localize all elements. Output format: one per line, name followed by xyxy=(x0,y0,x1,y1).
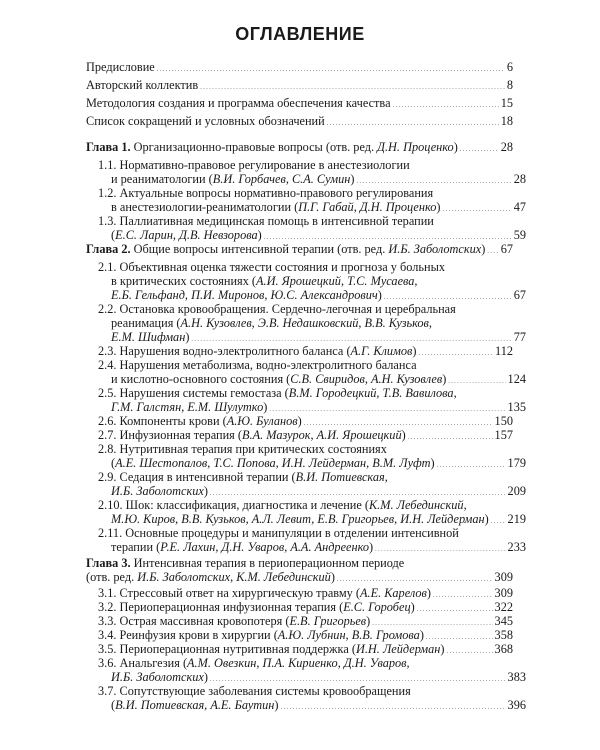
toc-section-2-8[interactable]: 2.8. Нутритивная терапия при критических состояниях (А.Е. Шестопалов, Т.С. Попова, И.Н. Лейдерман, В.М. Луфт) . . . 179 xyxy=(98,442,513,473)
toc-entry-preface[interactable]: Предисловие . . . 6 xyxy=(86,60,513,77)
page-number: 368 xyxy=(494,642,513,656)
toc-chapter-3[interactable]: Глава 3. Интенсивная терапия в периоперационном периоде (отв. ред. И.Б. Заболотских, К.М. Лебединский) . . . 309 xyxy=(86,556,513,587)
page-number: 6 xyxy=(506,60,513,74)
page-number: 309 xyxy=(494,586,513,600)
page-number: 112 xyxy=(495,344,513,358)
toc-section-2-3[interactable]: 2.3. Нарушения водно-электролитного баланса (А.Г. Климов) . . . 112 xyxy=(98,344,513,361)
toc-section-2-9[interactable]: 2.9. Седация в интенсивной терапии (В.И. Потиевская, И.Б. Заболотских) . . . 209 xyxy=(98,470,513,501)
toc-section-3-7[interactable]: 3.7. Сопутствующие заболевания системы кровообращения (В.И. Потиевская, А.Е. Баутин) . . . 396 xyxy=(98,684,513,715)
toc-entry-authors[interactable]: Авторский коллектив . . . 8 xyxy=(86,78,513,95)
toc-section-3-1[interactable]: 3.1. Стрессовый ответ на хирургическую травму (А.Е. Карелов) . . . 309 xyxy=(98,586,513,603)
toc-section-2-2[interactable]: 2.2. Остановка кровообращения. Сердечно-легочная и церебральная реанимация (А.Н. Кузовлев, Э.В. Недашковский, В.В. Кузьков, Е.М. Шифман) . . . 77 xyxy=(98,302,513,347)
toc-chapter-2[interactable]: Глава 2. Общие вопросы интенсивной терапии (отв. ред. И.Б. Заболотских) . . . 67 xyxy=(86,242,513,259)
toc-section-2-4[interactable]: 2.4. Нарушения метаболизма, водно-электролитного баланса и кислотно-основного состояния (С.В. Свиридов, А.Н. Кузовлев) . . . 124 xyxy=(98,358,513,389)
page-number: 383 xyxy=(507,670,526,684)
page-number: 179 xyxy=(507,456,526,470)
toc-section-2-11[interactable]: 2.11. Основные процедуры и манипуляции в отделении интенсивной терапии (Р.Е. Лахин, Д.Н. Уваров, А.А. Андреенко) . . . 233 xyxy=(98,526,513,557)
page-number: 8 xyxy=(506,78,513,92)
page-number: 396 xyxy=(507,698,526,712)
page-number: 67 xyxy=(513,288,526,302)
toc-chapter-1[interactable]: Глава 1. Организационно-правовые вопросы (отв. ред. Д.Н. Проценко) . . . 28 xyxy=(86,140,513,157)
page-number: 219 xyxy=(507,512,526,526)
toc-section-2-5[interactable]: 2.5. Нарушения системы гемостаза (В.М. Городецкий, Т.В. Вавилова, Г.М. Галстян, Е.М. Шулутко) . . . 135 xyxy=(98,386,513,417)
page-number: 135 xyxy=(507,400,526,414)
toc-section-2-6[interactable]: 2.6. Компоненты крови (А.Ю. Буланов) . . . 150 xyxy=(98,414,513,431)
page-number: 157 xyxy=(494,428,513,442)
toc-section-3-2[interactable]: 3.2. Периоперационная инфузионная терапия (Е.С. Горобец) . . . 322 xyxy=(98,600,513,617)
page-number: 309 xyxy=(494,570,513,584)
toc-section-3-4[interactable]: 3.4. Реинфузия крови в хирургии (А.Ю. Лубнин, В.В. Громова) . . . 358 xyxy=(98,628,513,645)
page-number: 77 xyxy=(513,330,526,344)
toc-entry-abbreviations[interactable]: Список сокращений и условных обозначений . . . 18 xyxy=(86,114,513,131)
toc-section-1-2[interactable]: 1.2. Актуальные вопросы нормативно-правового регулирования в анестезиологии-реаниматологии (П.Г. Габай, Д.Н. Проценко) . . . 47 xyxy=(98,186,513,217)
page-number: 345 xyxy=(494,614,513,628)
toc-section-3-6[interactable]: 3.6. Анальгезия (А.М. Овезкин, П.А. Кириенко, Д.Н. Уваров, И.Б. Заболотских) . . . 383 xyxy=(98,656,513,687)
toc-section-2-7[interactable]: 2.7. Инфузионная терапия (В.А. Мазурок, А.И. Ярошецкий) . . . 157 xyxy=(98,428,513,445)
toc-section-1-3[interactable]: 1.3. Паллиативная медицинская помощь в интенсивной терапии (Е.С. Ларин, Д.В. Невзорова) . . . 59 xyxy=(98,214,513,245)
page-number: 59 xyxy=(513,228,526,242)
page-number: 209 xyxy=(507,484,526,498)
toc-section-2-1[interactable]: 2.1. Объективная оценка тяжести состояния и прогноза у больных в критических состояниях (А.И. Ярошецкий, Т.С. Мусаева, Е.Б. Гельфанд, П.И. Миронов, Ю.С. Александрович) . . . 67 xyxy=(98,260,513,305)
page-number: 124 xyxy=(507,372,526,386)
page-number: 28 xyxy=(513,172,526,186)
toc-section-3-5[interactable]: 3.5. Периоперационная нутритивная поддержка (И.Н. Лейдерман) . . . 368 xyxy=(98,642,513,659)
toc-section-3-3[interactable]: 3.3. Острая массивная кровопотеря (Е.В. Григорьев) . . . 345 xyxy=(98,614,513,631)
page-number: 15 xyxy=(500,96,513,110)
toc-section-1-1[interactable]: 1.1. Нормативно-правовое регулирование в анестезиологии и реаниматологии (В.И. Горбачев, С.А. Сумин) . . . 28 xyxy=(98,158,513,189)
toc-section-2-10[interactable]: 2.10. Шок: классификация, диагностика и лечение (К.М. Лебединский, М.Ю. Киров, В.В. Кузьков, А.Л. Левит, Е.В. Григорьев, И.Н. Лейдерман) . . . 219 xyxy=(98,498,513,529)
page-number: 47 xyxy=(513,200,526,214)
page-number: 28 xyxy=(500,140,513,154)
toc-entry-methodology[interactable]: Методология создания и программа обеспечения качества . . . 15 xyxy=(86,96,513,113)
page-number: 150 xyxy=(494,414,513,428)
page-number: 322 xyxy=(494,600,513,614)
page-number: 18 xyxy=(500,114,513,128)
page-title: ОГЛАВЛЕНИЕ xyxy=(235,24,365,44)
page-number: 233 xyxy=(507,540,526,554)
page-number: 67 xyxy=(500,242,513,256)
page-number: 358 xyxy=(494,628,513,642)
